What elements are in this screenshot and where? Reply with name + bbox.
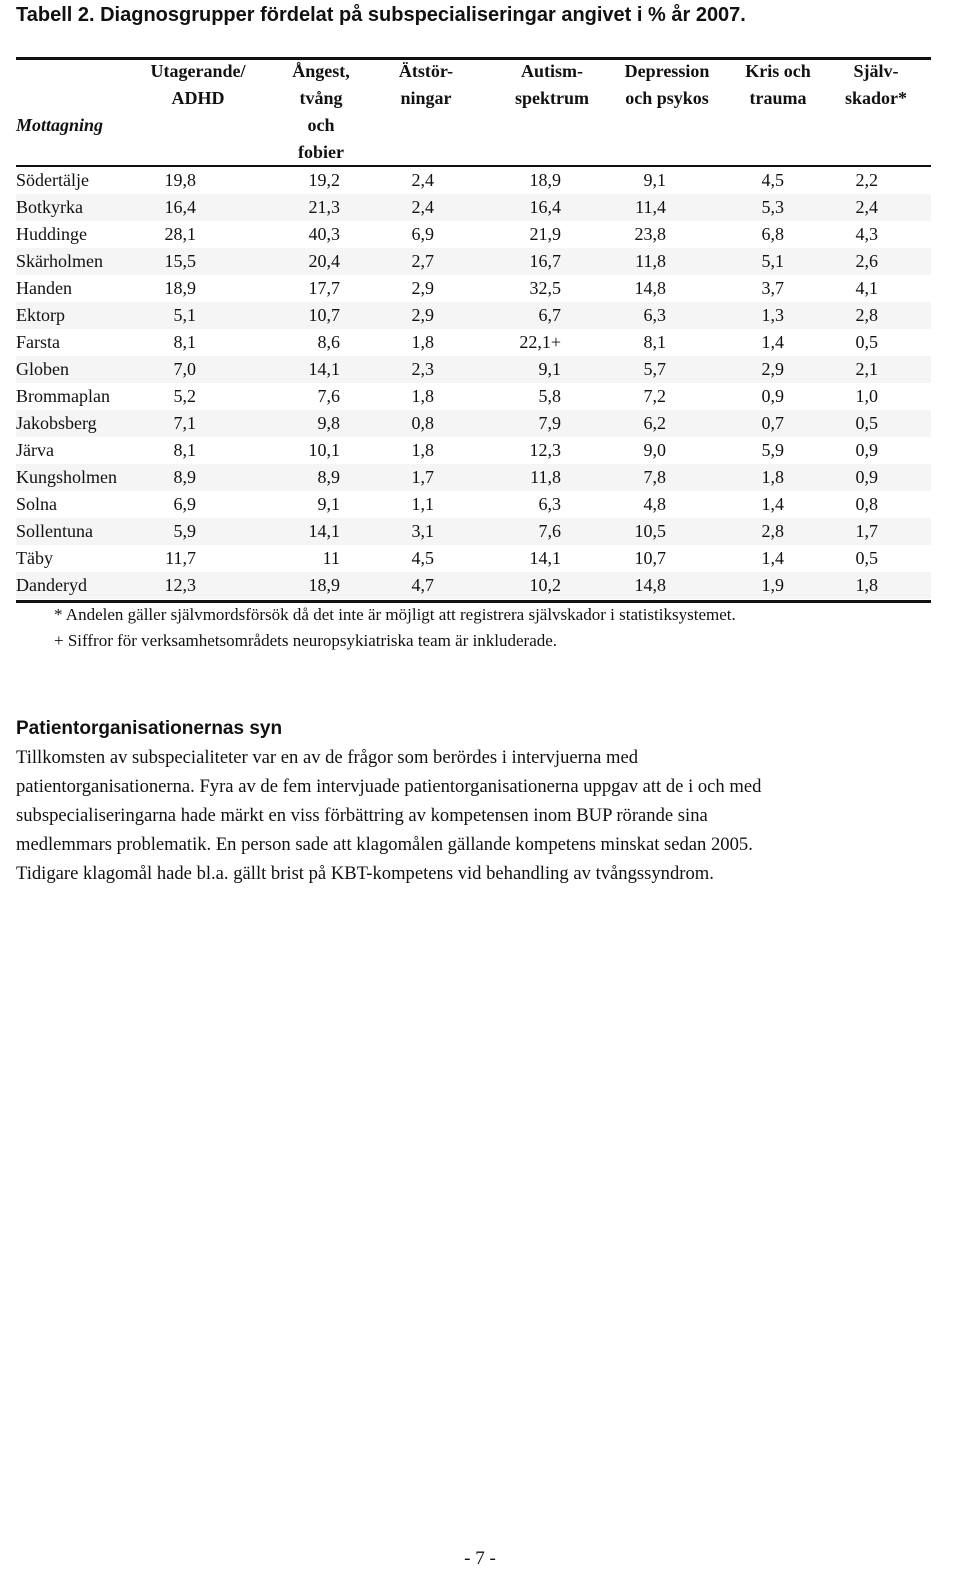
cell-value: 7,6 [538,521,561,541]
cell-value: 14,1 [308,359,340,379]
cell-value: 2,8 [761,521,784,541]
cell-mottagning: Skärholmen [16,251,103,271]
cell-value: 2,2 [855,170,878,190]
cell-value: 14,8 [634,575,666,595]
paragraph-line: medlemmars problematik. En person sade att klagomålen gällande kompetens minskat sedan 2005. [16,834,753,855]
cell-value: 14,1 [529,548,561,568]
cell-value: 0,5 [855,413,878,433]
cell-value: 9,8 [317,413,340,433]
cell-value: 11,8 [530,467,561,487]
cell-value: 18,9 [529,170,561,190]
cell-value: 1,4 [761,548,784,568]
cell-value: 1,8 [411,386,434,406]
table-row [16,221,931,248]
cell-mottagning: Farsta [16,332,60,352]
cell-value: 0,9 [761,386,784,406]
cell-value: 9,1 [643,170,666,190]
cell-value: 1,8 [855,575,878,595]
cell-value: 1,0 [855,386,878,406]
cell-value: 2,6 [855,251,878,271]
cell-value: 6,3 [643,305,666,325]
table-row [16,167,931,194]
cell-value: 11,8 [635,251,666,271]
cell-value: 0,8 [855,494,878,514]
cell-value: 5,9 [761,440,784,460]
cell-value: 8,1 [643,332,666,352]
paragraph-line: Tillkomsten av subspecialiteter var en av de frågor som berördes i intervjuerna med [16,747,639,768]
cell-value: 10,2 [529,575,561,595]
cell-value: 1,8 [411,332,434,352]
column-header-angest: Ångest, tvång och fobier [292,61,350,162]
cell-value: 14,1 [308,521,340,541]
page-number: - 7 - [464,1548,496,1569]
cell-value: 11,7 [165,548,196,568]
cell-mottagning: Ektorp [16,305,65,325]
cell-value: 2,1 [855,359,878,379]
table-row [16,545,931,572]
cell-value: 5,3 [761,197,784,217]
cell-value: 4,5 [761,170,784,190]
cell-mottagning: Handen [16,278,72,298]
cell-value: 11 [322,548,340,568]
cell-value: 6,9 [173,494,196,514]
cell-mottagning: Kungsholmen [16,467,117,487]
cell-value: 4,7 [411,575,434,595]
cell-value: 0,5 [855,548,878,568]
cell-value: 9,1 [317,494,340,514]
cell-value: 19,2 [308,170,340,190]
cell-value: 17,7 [308,278,340,298]
cell-value: 5,8 [538,386,561,406]
cell-value: 6,2 [643,413,666,433]
cell-value: 8,9 [317,467,340,487]
table-row [16,275,931,302]
cell-value: 0,5 [855,332,878,352]
cell-value: 11,4 [635,197,666,217]
column-header-depression: Depression och psykos [624,61,710,108]
cell-value: 4,5 [411,548,434,568]
cell-value: 1,8 [411,440,434,460]
cell-value: 9,1 [538,359,561,379]
cell-value: 7,0 [173,359,196,379]
cell-value: 2,9 [411,305,434,325]
cell-value: 19,8 [164,170,196,190]
cell-value: 0,8 [411,413,434,433]
cell-value: 16,7 [529,251,561,271]
column-header-mottagning: Mottagning [16,115,104,135]
cell-value: 1,7 [411,467,434,487]
cell-value: 1,3 [761,305,784,325]
cell-value: 16,4 [164,197,196,217]
column-header-sjalvskador: Själv- skador* [844,61,907,108]
cell-value: 15,5 [164,251,196,271]
cell-mottagning: Globen [16,359,69,379]
paragraph-line: subspecialiseringarna hade märkt en viss förbättring av kompetensen inom BUP rörande sina [16,805,708,826]
cell-value: 10,1 [308,440,340,460]
cell-value: 8,1 [173,332,196,352]
cell-value: 18,9 [308,575,340,595]
cell-value: 1,8 [761,467,784,487]
cell-value: 0,9 [855,467,878,487]
cell-value: 5,7 [643,359,666,379]
table-caption: Tabell 2. Diagnosgrupper fördelat på subspecialiseringar angivet i % år 2007. [16,4,746,26]
cell-value: 6,8 [761,224,784,244]
cell-value: 9,0 [643,440,666,460]
cell-value: 8,1 [173,440,196,460]
column-header-atstorningar: Ätstör- ningar [398,61,454,108]
cell-value: 4,3 [855,224,878,244]
table-row [16,464,931,491]
cell-value: 1,7 [855,521,878,541]
cell-value: 2,4 [411,197,434,217]
cell-value: 6,7 [538,305,561,325]
cell-value: 4,8 [643,494,666,514]
cell-value: 23,8 [634,224,666,244]
cell-value: 10,5 [634,521,666,541]
paragraph-line: patientorganisationerna. Fyra av de fem intervjuade patientorganisationerna uppgav att de i och med [16,776,762,797]
table-row [16,194,931,221]
cell-mottagning: Solna [16,494,58,514]
table-row [16,437,931,464]
cell-mottagning: Brommaplan [16,386,110,406]
cell-mottagning: Sollentuna [16,521,93,541]
cell-value: 22,1+ [519,332,561,352]
cell-value: 8,9 [173,467,196,487]
cell-value: 7,6 [317,386,340,406]
cell-mottagning: Botkyrka [16,197,83,217]
cell-value: 5,9 [173,521,196,541]
table-row [16,383,931,410]
cell-value: 7,9 [538,413,561,433]
cell-mottagning: Södertälje [16,170,89,190]
cell-mottagning: Jakobsberg [16,413,97,433]
table-note: + Siffror för verksamhetsområdets neuropsykiatriska team är inkluderade. [54,631,558,650]
table-row [16,302,931,329]
cell-value: 12,3 [164,575,196,595]
cell-value: 2,4 [411,170,434,190]
cell-mottagning: Järva [16,440,54,460]
cell-value: 5,2 [173,386,196,406]
cell-value: 18,9 [164,278,196,298]
cell-value: 4,1 [855,278,878,298]
cell-value: 5,1 [761,251,784,271]
cell-value: 8,6 [317,332,340,352]
cell-value: 2,4 [855,197,878,217]
column-header-kris-trauma: Kris och trauma [745,61,811,108]
cell-value: 2,9 [411,278,434,298]
cell-value: 1,9 [761,575,784,595]
cell-value: 2,7 [411,251,434,271]
section-heading: Patientorganisationernas syn [16,718,283,739]
cell-value: 10,7 [634,548,666,568]
cell-value: 21,3 [308,197,340,217]
cell-value: 2,9 [761,359,784,379]
table-row [16,518,931,545]
cell-value: 3,1 [411,521,434,541]
cell-value: 32,5 [529,278,561,298]
table-row [16,410,931,437]
cell-value: 40,3 [308,224,340,244]
cell-value: 1,4 [761,332,784,352]
cell-value: 7,1 [173,413,196,433]
cell-mottagning: Täby [16,548,53,568]
column-header-utagerande-adhd: Utagerande/ ADHD [150,61,246,108]
cell-value: 1,1 [411,494,434,514]
cell-value: 21,9 [529,224,561,244]
table-row [16,491,931,518]
table-row [16,248,931,275]
table-row [16,329,931,356]
cell-value: 12,3 [529,440,561,460]
cell-mottagning: Danderyd [16,575,87,595]
table-notes [54,602,924,654]
paragraph-line: Tidigare klagomål hade bl.a. gällt brist på KBT-kompetens vid behandling av tvångssyndrom. [16,863,714,884]
cell-value: 1,4 [761,494,784,514]
cell-value: 10,7 [308,305,340,325]
table-row [16,572,931,599]
cell-value: 7,2 [643,386,666,406]
cell-value: 28,1 [164,224,196,244]
cell-mottagning: Huddinge [16,224,87,244]
cell-value: 3,7 [761,278,784,298]
cell-value: 5,1 [173,305,196,325]
cell-value: 6,3 [538,494,561,514]
cell-value: 0,7 [761,413,784,433]
cell-value: 2,3 [411,359,434,379]
cell-value: 16,4 [529,197,561,217]
cell-value: 2,8 [855,305,878,325]
cell-value: 14,8 [634,278,666,298]
column-header-autism: Autism- spektrum [514,61,589,108]
cell-value: 20,4 [308,251,340,271]
table-body [16,167,931,599]
cell-value: 6,9 [411,224,434,244]
table-row [16,356,931,383]
section-paragraph [16,743,946,888]
cell-value: 0,9 [855,440,878,460]
cell-value: 7,8 [643,467,666,487]
table-note: * Andelen gäller självmordsförsök då det inte är möjligt att registrera självskador i statistiksystemet. [54,605,736,624]
